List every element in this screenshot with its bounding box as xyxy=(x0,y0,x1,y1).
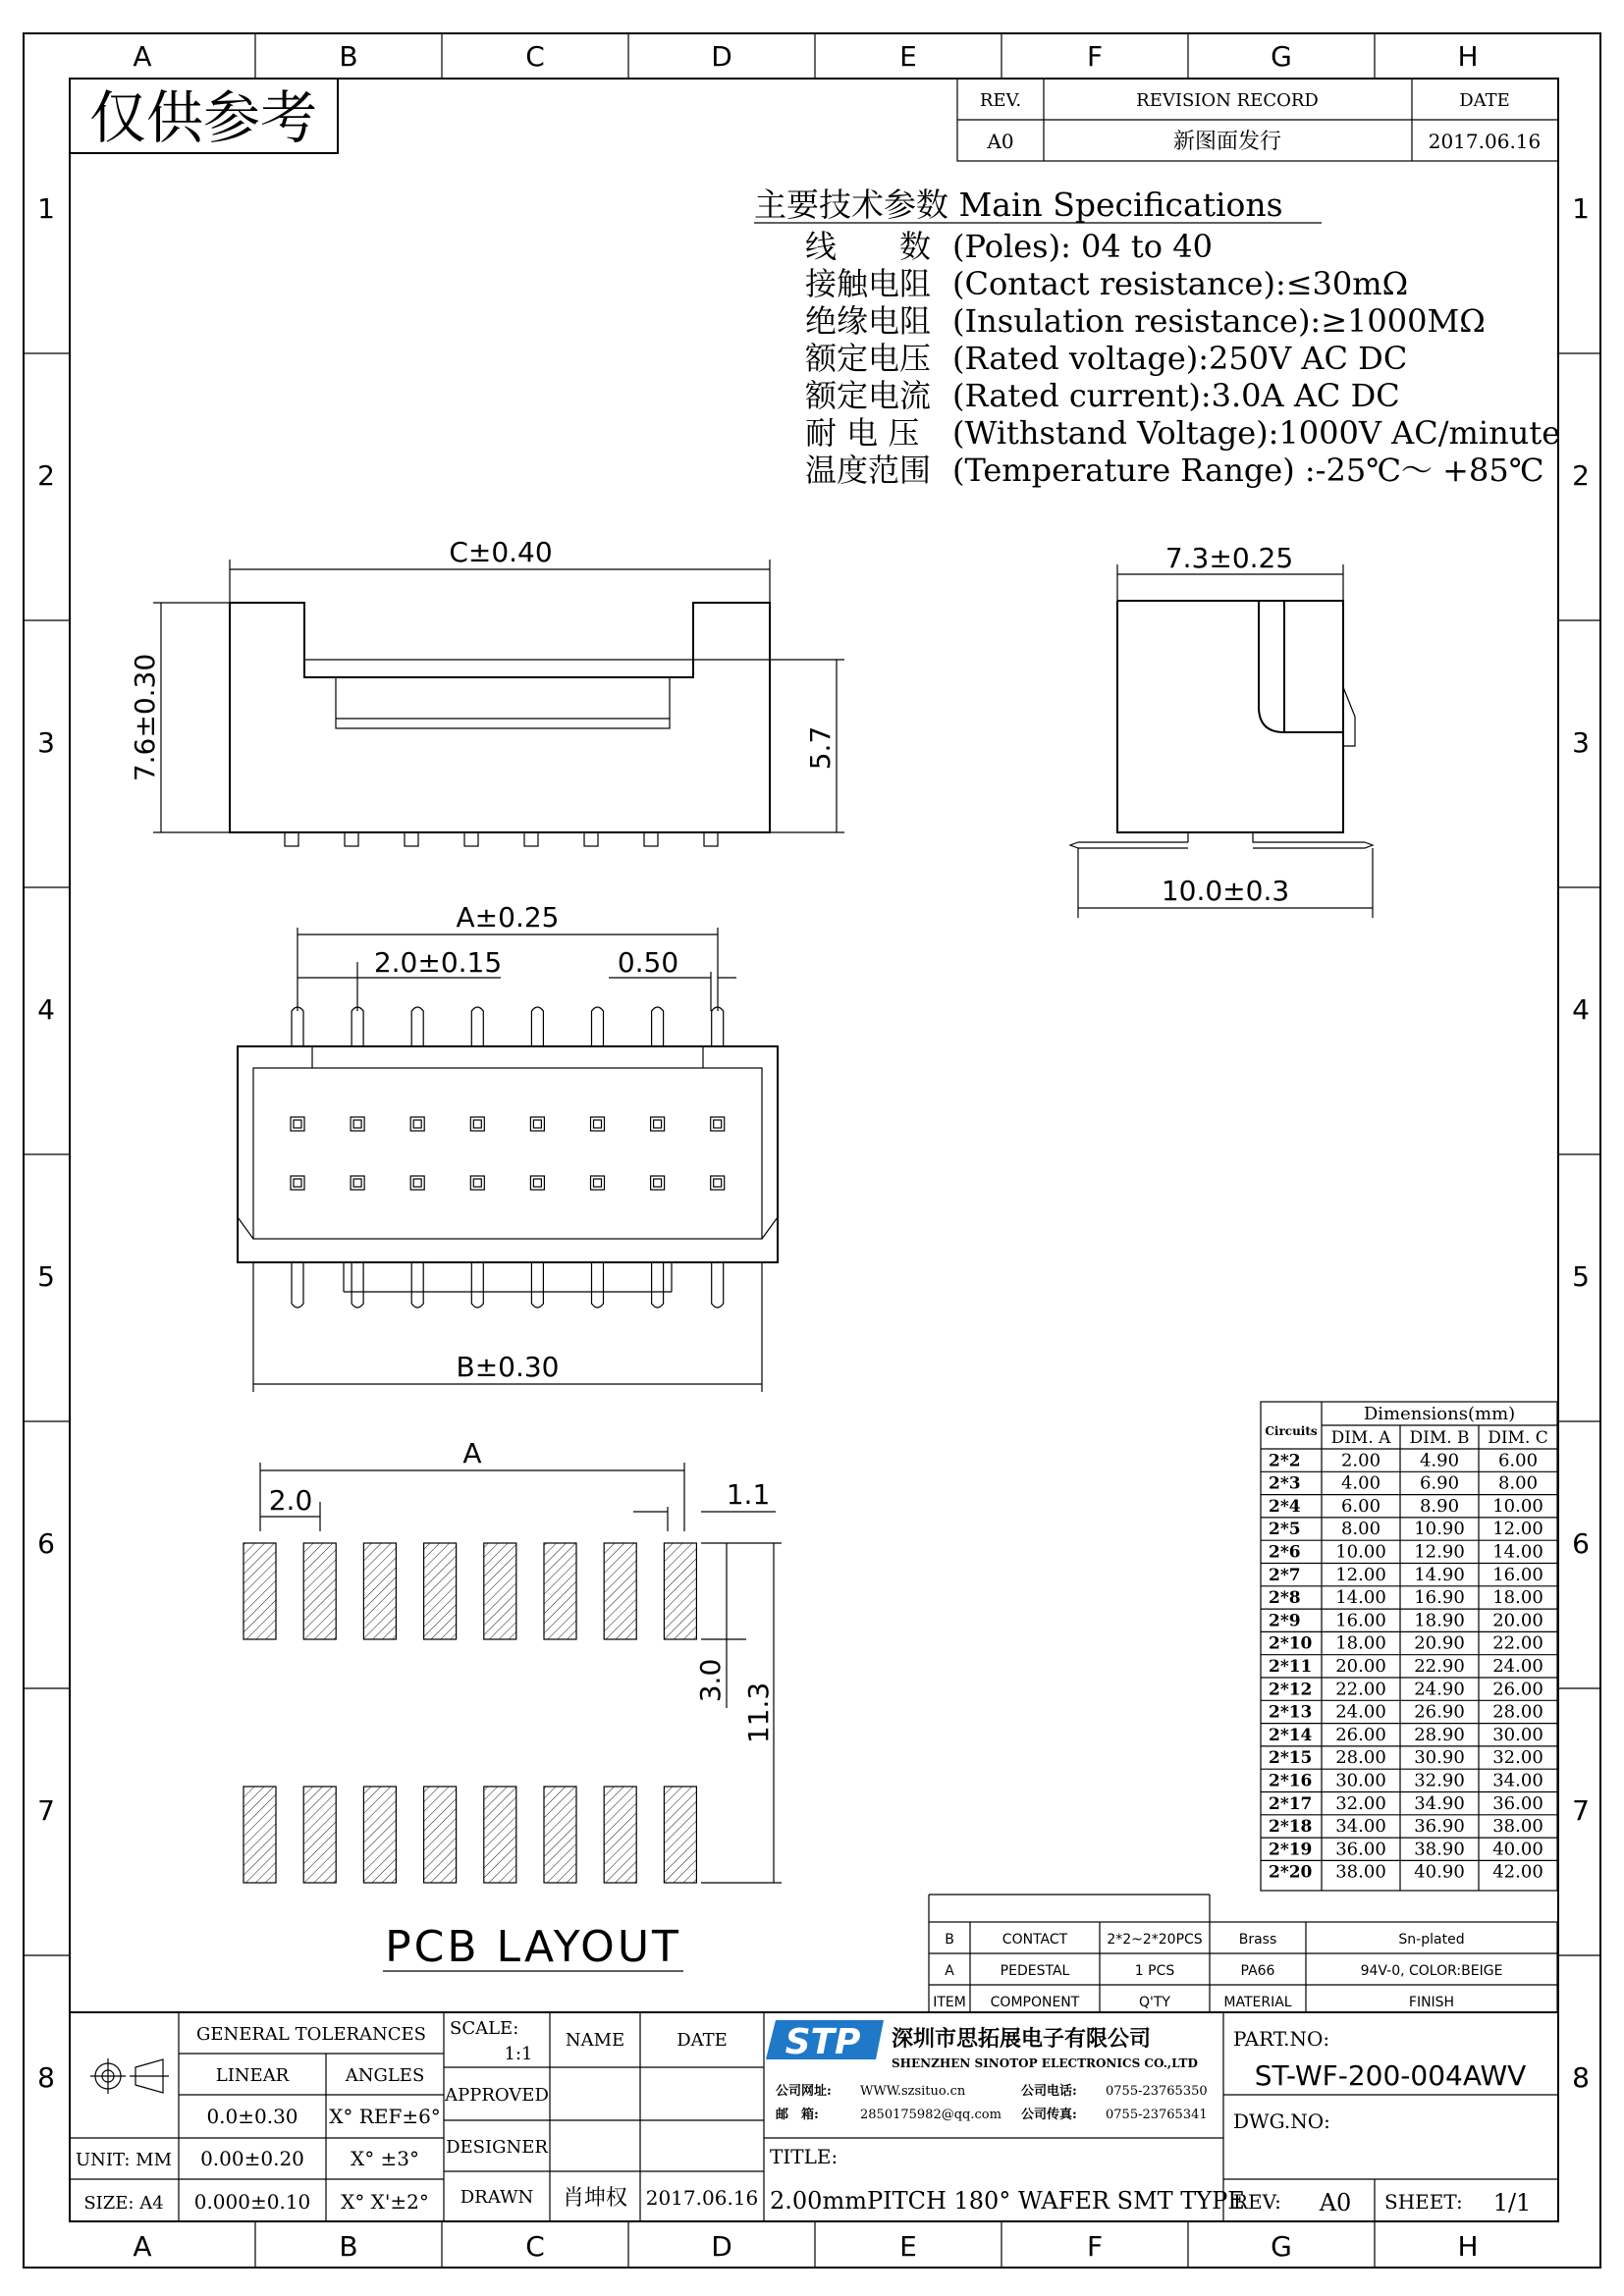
dim-side-width-label: 7.3±0.25 xyxy=(1164,542,1294,574)
dim-table-circuits: 2*19 xyxy=(1269,1840,1313,1860)
contact-hole-inner xyxy=(594,1179,602,1187)
col-label-top: H xyxy=(1457,40,1479,73)
contact-hole xyxy=(410,1117,424,1131)
dim-table-value: 12.00 xyxy=(1335,1564,1386,1585)
drawn-name: 肖坤权 xyxy=(562,2186,628,2211)
pcb-pad-bottom xyxy=(604,1787,636,1883)
size-label: SIZE: A4 xyxy=(83,2193,164,2214)
contact-hole xyxy=(410,1176,424,1190)
revision-block xyxy=(957,79,1558,161)
dim-table-circuits: 2*13 xyxy=(1269,1702,1313,1723)
designer-label: DESIGNER xyxy=(446,2137,548,2158)
linear-label: LINEAR xyxy=(215,2065,290,2086)
contact-hole-inner xyxy=(594,1120,602,1128)
dim-table-value: 16.00 xyxy=(1335,1610,1386,1631)
bottom-pin-lower xyxy=(712,1262,724,1308)
pcb-pad-top xyxy=(363,1543,396,1639)
rev-value: A0 xyxy=(987,130,1014,153)
spec-poles-label: 线 数 xyxy=(805,228,932,265)
row-label-left: 1 xyxy=(37,192,55,225)
front-pin xyxy=(524,832,538,846)
row-label-left: 5 xyxy=(37,1260,55,1293)
contact-hole xyxy=(711,1176,725,1190)
dim-height-label: 7.6±0.30 xyxy=(129,653,161,782)
angles-label: ANGLES xyxy=(345,2065,425,2086)
bom-cell: Brass xyxy=(1238,1932,1277,1948)
dim-table-value: 6.00 xyxy=(1497,1450,1539,1471)
dim-a-header: DIM. A xyxy=(1330,1428,1391,1448)
date-header-tb: DATE xyxy=(677,2030,728,2051)
dim-table-value: 38.00 xyxy=(1492,1816,1543,1838)
row-label-left: 4 xyxy=(37,993,55,1026)
bom-cell: CONTACT xyxy=(1001,1932,1068,1948)
col-label-bottom: H xyxy=(1457,2230,1479,2263)
bom-cell: B xyxy=(945,1932,954,1948)
website-label: 公司网址: xyxy=(776,2084,832,2099)
pcb-pad-top xyxy=(604,1543,636,1639)
dim-table-circuits: 2*7 xyxy=(1269,1565,1301,1585)
col-label-bottom: G xyxy=(1271,2230,1292,2263)
name-header: NAME xyxy=(565,2030,625,2051)
dim-table-value: 32.00 xyxy=(1492,1747,1543,1769)
pcb-pad-top xyxy=(664,1543,696,1639)
main-specifications xyxy=(754,186,1560,489)
contact-hole xyxy=(530,1176,544,1190)
top-pin-upper xyxy=(292,1007,303,1046)
dim-table-value: 26.90 xyxy=(1414,1701,1465,1723)
dim-table-value: 20.00 xyxy=(1492,1610,1543,1631)
col-label-top: D xyxy=(711,40,732,73)
dim-table-value: 28.00 xyxy=(1492,1701,1543,1723)
dim-table-value: 16.00 xyxy=(1492,1564,1543,1585)
contact-hole-inner xyxy=(714,1120,722,1128)
dimension-table xyxy=(1261,1402,1557,1891)
website-value: WWW.szsituo.cn xyxy=(860,2084,966,2099)
dim-inner-height-label: 5.7 xyxy=(804,725,837,771)
spec-insulation-value: (Insulation resistance):≥1000MΩ xyxy=(952,302,1486,340)
bom-cell: 2*2~2*20PCS xyxy=(1107,1932,1203,1948)
contact-hole xyxy=(711,1117,725,1131)
contact-hole-inner xyxy=(353,1120,361,1128)
dim-table-value: 12.90 xyxy=(1414,1541,1465,1563)
dim-table-circuits: 2*3 xyxy=(1269,1473,1301,1494)
dim-b-label: B±0.30 xyxy=(456,1351,560,1383)
rev-header: REV. xyxy=(979,90,1022,111)
sheet-label: SHEET: xyxy=(1384,2190,1463,2214)
front-pin xyxy=(405,832,418,846)
spec-temperature-value: (Temperature Range) :-25℃～ +85℃ xyxy=(952,452,1544,489)
pcb-pad-bottom xyxy=(303,1787,336,1883)
dim-table-value: 6.90 xyxy=(1419,1472,1460,1494)
contact-hole xyxy=(651,1176,665,1190)
dim-table-value: 14.00 xyxy=(1335,1587,1386,1609)
dim-table-value: 8.90 xyxy=(1419,1495,1460,1517)
company-name-en: SHENZHEN SINOTOP ELECTRONICS CO.,LTD xyxy=(892,2056,1198,2070)
spec-withstand-label: 耐 电 压 xyxy=(805,414,920,452)
front-pin xyxy=(285,832,298,846)
bom-cell: PA66 xyxy=(1240,1963,1275,1979)
col-label-top: C xyxy=(525,40,545,73)
dim-c-header: DIM. C xyxy=(1488,1428,1548,1448)
row-label-right: 5 xyxy=(1572,1260,1590,1293)
contact-hole-inner xyxy=(533,1120,541,1128)
col-label-bottom: E xyxy=(899,2230,917,2263)
top-pin-upper xyxy=(712,1007,724,1046)
company-logo xyxy=(766,2020,884,2062)
bom-cell: PEDESTAL xyxy=(1000,1963,1070,1979)
pcb-pad-bottom xyxy=(664,1787,696,1883)
pcb-dim-pad-height-label: 3.0 xyxy=(694,1658,727,1703)
rev-value-tb: A0 xyxy=(1319,2189,1352,2216)
part-no-label: PART.NO: xyxy=(1233,2027,1330,2051)
dim-table-value: 34.90 xyxy=(1414,1792,1465,1814)
contact-hole-inner xyxy=(654,1179,662,1187)
spec-title: 主要技术参数 Main Specifications xyxy=(754,186,1283,224)
dim-table-circuits: 2*9 xyxy=(1269,1611,1301,1631)
pcb-pad-bottom xyxy=(544,1787,576,1883)
bottom-pin-lower xyxy=(411,1262,423,1308)
dim-table-value: 18.90 xyxy=(1414,1610,1465,1631)
dim-table-value: 20.90 xyxy=(1414,1632,1465,1654)
dim-side-foot-label: 10.0±0.3 xyxy=(1161,875,1290,907)
spec-current-label: 额定电流 xyxy=(805,377,932,414)
dim-table-value: 24.00 xyxy=(1492,1656,1543,1677)
top-pin-upper xyxy=(352,1007,363,1046)
row-label-right: 2 xyxy=(1572,459,1590,492)
bill-of-materials xyxy=(929,1895,1557,2012)
dim-pitch-label: 2.0±0.15 xyxy=(373,946,503,979)
pcb-pad-top xyxy=(544,1543,576,1639)
dim-table-circuits: 2*18 xyxy=(1269,1817,1313,1838)
bottom-pin-lower xyxy=(531,1262,543,1308)
spec-poles-value: (Poles): 04 to 40 xyxy=(952,228,1213,265)
contact-hole-inner xyxy=(413,1120,421,1128)
email-value: 2850175982@qq.com xyxy=(860,2108,1001,2122)
pcb-layout-label: PCB LAYOUT xyxy=(385,1922,681,1972)
dim-table-value: 8.00 xyxy=(1340,1519,1381,1540)
phone-value: 0755-23765350 xyxy=(1106,2084,1208,2099)
bom-cell: Q'TY xyxy=(1139,1995,1170,2010)
dim-table-value: 28.90 xyxy=(1414,1724,1465,1745)
dim-table-value: 10.00 xyxy=(1492,1495,1543,1517)
dim-table-value: 10.90 xyxy=(1414,1519,1465,1540)
fax-value: 0755-23765341 xyxy=(1106,2108,1208,2122)
dim-table-circuits: 2*16 xyxy=(1269,1771,1313,1791)
col-label-top: E xyxy=(899,40,917,73)
contact-hole xyxy=(470,1176,484,1190)
dim-table-value: 20.00 xyxy=(1335,1656,1386,1677)
col-label-top: A xyxy=(133,40,152,73)
pcb-pad-bottom xyxy=(424,1787,457,1883)
circuits-header: Circuits xyxy=(1265,1424,1318,1438)
dim-table-value: 36.00 xyxy=(1492,1792,1543,1814)
contact-hole xyxy=(591,1176,605,1190)
sheet-value: 1/1 xyxy=(1492,2189,1532,2216)
row-label-right: 7 xyxy=(1572,1794,1590,1827)
dim-table-value: 30.90 xyxy=(1414,1747,1465,1769)
contact-hole-inner xyxy=(654,1120,662,1128)
title-label: TITLE: xyxy=(770,2145,839,2168)
dim-table-value: 8.00 xyxy=(1497,1472,1539,1494)
tol-linear-2: 0.00±0.20 xyxy=(200,2147,304,2170)
rev-label-tb: REV: xyxy=(1233,2190,1281,2214)
bom-cell: Sn-plated xyxy=(1398,1932,1465,1948)
tol-linear-1: 0.0±0.30 xyxy=(206,2105,298,2128)
dim-table-circuits: 2*17 xyxy=(1269,1793,1313,1814)
revision-record-header: REVISION RECORD xyxy=(1136,90,1319,111)
pcb-pad-bottom xyxy=(363,1787,396,1883)
side-view xyxy=(1070,542,1373,918)
col-label-bottom: A xyxy=(133,2230,152,2263)
col-label-bottom: D xyxy=(711,2230,732,2263)
dimensions-title: Dimensions(mm) xyxy=(1363,1404,1516,1424)
bom-cell: 1 PCS xyxy=(1134,1963,1175,1979)
pcb-pad-top xyxy=(484,1543,516,1639)
dim-c-label: C±0.40 xyxy=(449,536,553,568)
dim-table-circuits: 2*5 xyxy=(1269,1520,1301,1540)
dim-table-value: 30.00 xyxy=(1492,1724,1543,1745)
pcb-pad-bottom xyxy=(484,1787,516,1883)
contact-hole xyxy=(291,1176,304,1190)
dim-table-circuits: 2*12 xyxy=(1269,1680,1313,1700)
top-pin-upper xyxy=(531,1007,543,1046)
dim-table-value: 42.00 xyxy=(1492,1861,1543,1883)
row-label-left: 2 xyxy=(37,459,55,492)
front-pin xyxy=(584,832,598,846)
top-view xyxy=(238,901,778,1392)
part-no-value: ST-WF-200-004AWV xyxy=(1254,2059,1527,2092)
dim-table-value: 10.00 xyxy=(1335,1541,1386,1563)
row-label-right: 8 xyxy=(1572,2061,1590,2094)
dim-pin-label: 0.50 xyxy=(617,946,679,979)
dim-table-value: 12.00 xyxy=(1492,1519,1543,1540)
tol-angle-1: X° REF±6° xyxy=(329,2105,441,2128)
contact-hole-inner xyxy=(413,1179,421,1187)
tol-angle-2: X° ±3° xyxy=(350,2147,420,2170)
top-pin-upper xyxy=(592,1007,604,1046)
pcb-pad-top xyxy=(303,1543,336,1639)
projection-symbol-icon xyxy=(90,2058,169,2094)
dim-table-value: 18.00 xyxy=(1492,1587,1543,1609)
dim-table-value: 4.90 xyxy=(1419,1450,1460,1471)
contact-hole xyxy=(530,1117,544,1131)
spec-temperature-label: 温度范围 xyxy=(805,452,932,489)
dim-table-value: 32.90 xyxy=(1414,1770,1465,1791)
col-label-bottom: B xyxy=(339,2230,358,2263)
dim-table-value: 2.00 xyxy=(1340,1450,1381,1471)
dim-table-value: 14.00 xyxy=(1492,1541,1543,1563)
email-label: 邮 箱: xyxy=(776,2108,819,2122)
approved-label: APPROVED xyxy=(445,2085,549,2106)
dim-table-value: 24.90 xyxy=(1414,1679,1465,1700)
spec-insulation-label: 绝缘电阻 xyxy=(805,302,932,340)
dim-table-value: 22.00 xyxy=(1335,1679,1386,1700)
date-header: DATE xyxy=(1459,90,1510,111)
company-name-cn: 深圳市思拓展电子有限公司 xyxy=(892,2026,1152,2052)
dim-table-value: 36.00 xyxy=(1335,1839,1386,1860)
bom-cell: MATERIAL xyxy=(1223,1995,1292,2010)
dim-table-value: 40.90 xyxy=(1414,1861,1465,1883)
col-label-top: F xyxy=(1086,40,1104,73)
tol-linear-3: 0.000±0.10 xyxy=(193,2190,311,2214)
contact-hole xyxy=(470,1117,484,1131)
bottom-pin-lower xyxy=(652,1262,664,1308)
revision-date: 2017.06.16 xyxy=(1428,130,1542,153)
contact-hole xyxy=(291,1117,304,1131)
dim-b-header: DIM. B xyxy=(1409,1428,1470,1448)
contact-hole xyxy=(651,1117,665,1131)
dim-table-value: 40.00 xyxy=(1492,1839,1543,1860)
col-label-bottom: C xyxy=(525,2230,545,2263)
drawn-label: DRAWN xyxy=(460,2187,534,2208)
dim-table-circuits: 2*8 xyxy=(1269,1588,1301,1609)
bom-cell: ITEM xyxy=(933,1995,966,2010)
dim-table-value: 38.90 xyxy=(1414,1839,1465,1860)
front-view xyxy=(129,536,844,846)
company-logo-text: STP xyxy=(785,2022,861,2062)
row-label-left: 3 xyxy=(37,726,55,759)
dim-table-value: 6.00 xyxy=(1340,1495,1381,1517)
dim-a-label: A±0.25 xyxy=(456,901,560,934)
contact-hole-inner xyxy=(353,1179,361,1187)
contact-hole xyxy=(351,1117,364,1131)
bottom-pin-lower xyxy=(292,1262,303,1308)
row-label-left: 7 xyxy=(37,1794,55,1827)
spec-current-value: (Rated current):3.0A AC DC xyxy=(952,377,1400,414)
spec-contact-label: 接触电阻 xyxy=(805,265,932,302)
bom-cell: FINISH xyxy=(1408,1995,1455,2010)
dim-table-circuits: 2*15 xyxy=(1269,1748,1313,1769)
dim-table-value: 14.90 xyxy=(1414,1564,1465,1585)
tol-angle-3: X° X'±2° xyxy=(341,2190,429,2214)
dim-table-circuits: 2*14 xyxy=(1269,1725,1313,1745)
top-pin-upper xyxy=(411,1007,423,1046)
dim-table-value: 28.00 xyxy=(1335,1747,1386,1769)
bom-cell: 94V-0, COLOR:BEIGE xyxy=(1360,1963,1503,1979)
dim-table-value: 30.00 xyxy=(1335,1770,1386,1791)
watermark-text: 仅供参考 xyxy=(88,84,318,151)
pcb-pad-top xyxy=(244,1543,276,1639)
front-pin xyxy=(644,832,658,846)
bottom-pin-lower xyxy=(352,1262,363,1308)
dim-table-circuits: 2*6 xyxy=(1269,1542,1301,1563)
contact-hole-inner xyxy=(294,1179,301,1187)
front-pin xyxy=(464,832,478,846)
dim-table-circuits: 2*2 xyxy=(1269,1451,1301,1471)
unit-label: UNIT: MM xyxy=(75,2150,173,2170)
dim-table-value: 22.90 xyxy=(1414,1656,1465,1677)
dim-table-value: 26.00 xyxy=(1335,1724,1386,1745)
top-pin-upper xyxy=(652,1007,664,1046)
dim-table-value: 32.00 xyxy=(1335,1792,1386,1814)
pcb-dim-total-label: 11.3 xyxy=(742,1682,775,1744)
contact-hole-inner xyxy=(473,1120,481,1128)
dwg-no-label: DWG.NO: xyxy=(1233,2109,1330,2133)
contact-hole xyxy=(351,1176,364,1190)
title-block xyxy=(70,2012,1558,2221)
row-label-right: 6 xyxy=(1572,1527,1590,1560)
row-label-left: 8 xyxy=(37,2061,55,2094)
dim-table-value: 4.00 xyxy=(1340,1472,1381,1494)
dim-table-value: 34.00 xyxy=(1492,1770,1543,1791)
dim-table-circuits: 2*11 xyxy=(1269,1657,1313,1677)
row-label-right: 3 xyxy=(1572,726,1590,759)
pcb-dim-a-label: A xyxy=(462,1437,482,1469)
spec-voltage-value: (Rated voltage):250V AC DC xyxy=(952,340,1408,377)
spec-voltage-label: 额定电压 xyxy=(805,340,932,377)
title-value: 2.00mmPITCH 180° WAFER SMT TYPE xyxy=(770,2187,1245,2215)
bottom-pin-lower xyxy=(471,1262,483,1308)
row-label-left: 6 xyxy=(37,1527,55,1560)
scale-value: 1:1 xyxy=(504,2044,533,2064)
scale-label: SCALE: xyxy=(450,2018,519,2039)
pcb-layout xyxy=(244,1437,782,1972)
contact-hole-inner xyxy=(473,1179,481,1187)
dim-table-value: 34.00 xyxy=(1335,1816,1386,1838)
front-pin xyxy=(704,832,718,846)
dim-table-value: 38.00 xyxy=(1335,1861,1386,1883)
spec-withstand-value: (Withstand Voltage):1000V AC/minute xyxy=(952,414,1561,452)
general-tolerances-label: GENERAL TOLERANCES xyxy=(195,2024,427,2045)
pcb-pad-bottom xyxy=(244,1787,276,1883)
bom-cell: COMPONENT xyxy=(990,1995,1080,2010)
contact-hole xyxy=(591,1117,605,1131)
bottom-pin-lower xyxy=(592,1262,604,1308)
revision-description: 新图面发行 xyxy=(1172,130,1282,154)
spec-contact-value: (Contact resistance):≤30mΩ xyxy=(952,265,1409,302)
dim-table-value: 26.00 xyxy=(1492,1679,1543,1700)
dim-table-value: 22.00 xyxy=(1492,1632,1543,1654)
dim-table-value: 36.90 xyxy=(1414,1816,1465,1838)
contact-hole-inner xyxy=(714,1179,722,1187)
pcb-pad-top xyxy=(424,1543,457,1639)
col-label-top: B xyxy=(339,40,358,73)
dim-table-circuits: 2*10 xyxy=(1269,1633,1313,1654)
fax-label: 公司传真: xyxy=(1021,2108,1077,2122)
front-pin xyxy=(345,832,358,846)
col-label-bottom: F xyxy=(1086,2230,1104,2263)
pcb-dim-pitch-label: 2.0 xyxy=(268,1484,313,1517)
dim-table-value: 24.00 xyxy=(1335,1701,1386,1723)
bom-cell: A xyxy=(945,1963,954,1979)
contact-hole-inner xyxy=(533,1179,541,1187)
contact-hole-inner xyxy=(294,1120,301,1128)
dim-table-circuits: 2*4 xyxy=(1269,1496,1301,1517)
col-label-top: G xyxy=(1271,40,1292,73)
row-label-right: 1 xyxy=(1572,192,1590,225)
pcb-dim-pad-width-label: 1.1 xyxy=(726,1478,771,1511)
drawn-date: 2017.06.16 xyxy=(645,2186,759,2210)
dim-table-circuits: 2*20 xyxy=(1269,1862,1313,1883)
dim-table-value: 18.00 xyxy=(1335,1632,1386,1654)
dim-table-value: 16.90 xyxy=(1414,1587,1465,1609)
row-label-right: 4 xyxy=(1572,993,1590,1026)
phone-label: 公司电话: xyxy=(1021,2084,1077,2099)
top-pin-upper xyxy=(471,1007,483,1046)
